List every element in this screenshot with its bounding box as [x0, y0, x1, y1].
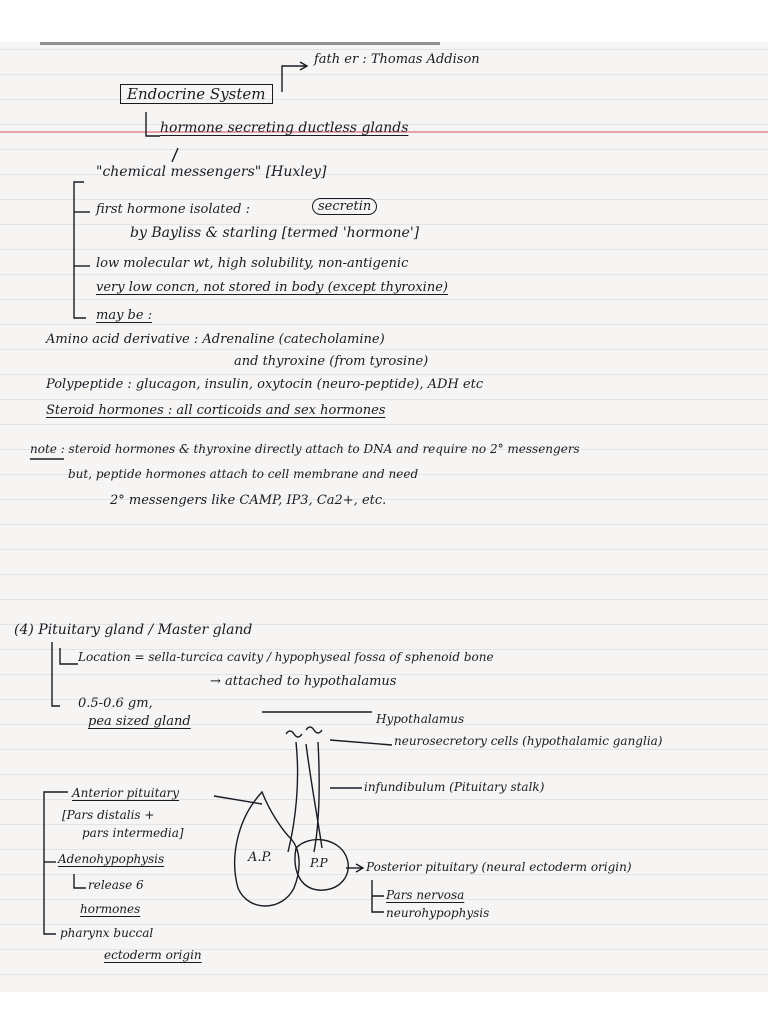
label-buccal: pharynx buccal — [60, 926, 154, 940]
very-low-conc: very low concn, not stored in body (except thyroxine) — [96, 280, 448, 295]
posterior-pointer-head — [356, 864, 363, 872]
subtitle: hormone secreting ductless glands — [160, 120, 409, 136]
anterior-lobe — [235, 792, 299, 906]
page-top-margin — [0, 0, 768, 42]
label-adenohypophysis: Adenohypophysis — [58, 852, 165, 866]
neurosecretory-pointer — [330, 740, 392, 745]
arrow-chemical — [172, 148, 178, 162]
attached-hypothalamus: → attached to hypothalamus — [210, 674, 397, 689]
label-neurohypophysis: neurohypophysis — [386, 906, 490, 920]
arrow-father — [282, 66, 306, 92]
stalk-right — [314, 742, 319, 852]
label-pars-intermedia: pars intermedia] — [82, 826, 184, 840]
chemical-messengers: "chemical messengers" [Huxley] — [96, 164, 327, 180]
anterior-pointer — [214, 796, 262, 804]
pituitary-bracket — [52, 642, 60, 706]
label-pars-distalis: [Pars distalis + — [62, 808, 155, 822]
pituitary-weight: 0.5-0.6 gm, — [78, 696, 153, 711]
label-ectoderm: ectoderm origin — [104, 948, 202, 962]
note-line-2: but, peptide hormones attach to cell membrane and need — [68, 467, 419, 481]
label-hypothalamus: Hypothalamus — [376, 712, 465, 726]
page-bottom-margin — [0, 992, 768, 1024]
low-molecular: low molecular wt, high solubility, non-antigenic — [96, 256, 409, 271]
page-title: Endocrine System — [120, 84, 273, 104]
item-c: Steroid hormones : all corticoids and sex hormones — [46, 403, 386, 418]
label-hormones: hormones — [80, 902, 141, 916]
item-b: Polypeptide : glucagon, insulin, oxytocin (neuro-peptide), ADH etc — [46, 377, 484, 392]
pituitary-location: Location = sella-turcica cavity / hypophyseal fossa of sphenoid bone — [78, 650, 494, 664]
properties-bracket — [74, 182, 86, 318]
bayliss-starling: by Bayliss & starling [termed 'hormone'] — [130, 225, 420, 241]
note-line-3: 2° messengers like CAMP, IP3, Ca2+, etc. — [110, 493, 387, 508]
stalk-left — [288, 742, 298, 852]
pituitary-heading: (4) Pituitary gland / Master gland — [14, 622, 253, 638]
label-pp: P.P — [310, 856, 328, 870]
father-line: fath er : Thomas Addison — [314, 52, 480, 67]
pea-sized: pea sized gland — [88, 714, 191, 729]
label-anterior: Anterior pituitary — [72, 786, 180, 800]
neurosecretory-cells — [286, 727, 322, 737]
neurohypo-hook — [372, 896, 384, 912]
first-hormone: first hormone isolated : — [96, 202, 250, 217]
release-hook — [74, 874, 86, 888]
arrow-father-head — [300, 62, 307, 70]
label-pars-nervosa: Pars nervosa — [386, 888, 465, 902]
stalk-mid — [306, 744, 322, 848]
note-line-1: note : steroid hormones & thyroxine directly attach to DNA and require no 2° messengers — [30, 442, 580, 456]
may-be: may be : — [96, 308, 153, 323]
page-top-edge — [40, 42, 440, 45]
label-release: release 6 — [88, 878, 144, 892]
secretin-circled: secretin — [312, 198, 377, 215]
location-hook — [60, 648, 78, 664]
item-a: Amino acid derivative : Adrenaline (catecholamine) — [46, 332, 385, 347]
label-neurosecretory: neurosecretory cells (hypothalamic ganglia) — [394, 734, 663, 748]
label-posterior: Posterior pituitary (neural ectoderm origin) — [366, 860, 632, 874]
label-infundibulum: infundibulum (Pituitary stalk) — [364, 780, 545, 794]
item-a-cont: and thyroxine (from tyrosine) — [234, 354, 429, 369]
pars-nervosa-hook — [372, 880, 384, 896]
label-ap: A.P. — [248, 850, 272, 865]
